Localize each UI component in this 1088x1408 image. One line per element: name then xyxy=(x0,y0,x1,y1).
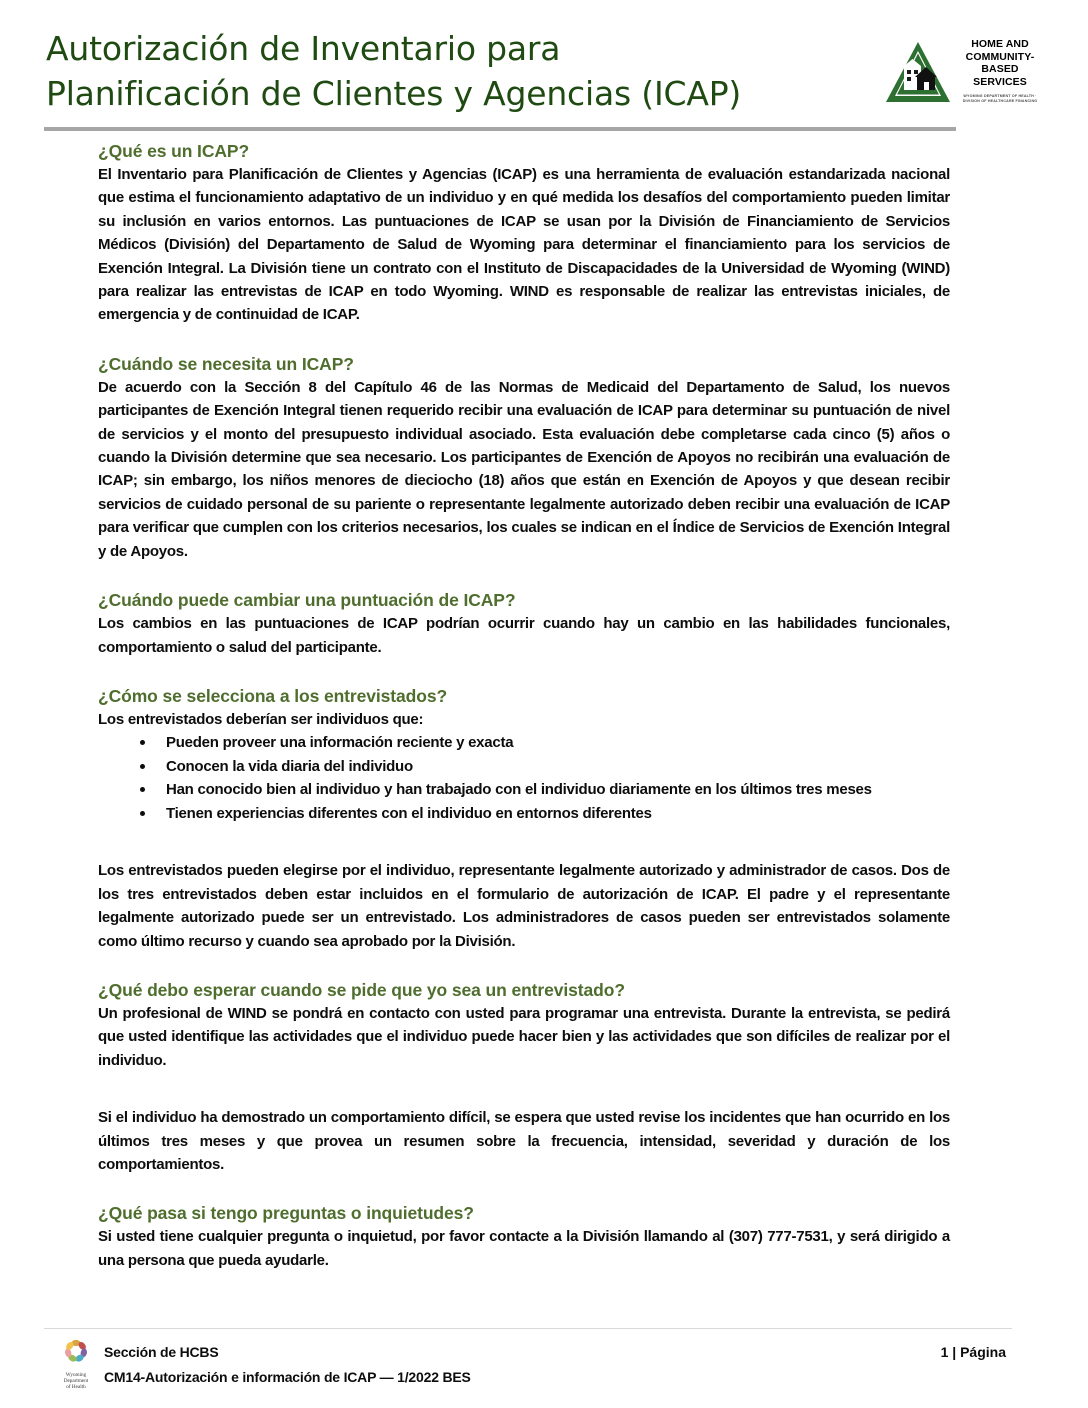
section-heading-como-se-selecciona: ¿Cómo se selecciona a los entrevistados? xyxy=(98,685,448,706)
hcbs-text-line-4: SERVICES xyxy=(973,75,1027,88)
list-item-label: Han conocido bien al individuo y han trabajado con el individuo diariamente en los últimos tres meses xyxy=(166,781,872,799)
footer-document-id: CM14-Autorización e información de ICAP — 1/2022 BES xyxy=(104,1369,471,1385)
header-divider xyxy=(44,127,956,131)
document-title-line-2: Planificación de Clientes y Agencias (ICAP) xyxy=(46,74,742,113)
document-footer xyxy=(0,1328,1088,1408)
bullet-dot-icon xyxy=(140,811,145,816)
spacer xyxy=(98,563,950,589)
interviewee-criteria-list xyxy=(98,731,950,825)
section-heading-que-es-un-icap: ¿Qué es un ICAP? xyxy=(98,141,250,161)
hcbs-logo xyxy=(884,36,1044,120)
document-header xyxy=(0,0,1088,136)
footer-divider xyxy=(44,1328,1012,1329)
spacer xyxy=(98,659,950,685)
list-item xyxy=(98,755,950,779)
section-paragraph: De acuerdo con la Sección 8 del Capítulo 46 de las Normas de Medicaid del Departamento de Salud, los nuevos participantes de Exención Integral tienen requerido recibir una evaluación de ICAP para determinar su puntuación de nivel de servicios y el monto del presupuesto individual asociado. Esta evaluación debe completarse cada cinco (5) años o cuando la División determine que sea necesario. Los participantes de Exención de Apoyos no recibirán una evaluación de ICAP; sin embargo, los niños menores de dieciocho (18) años que están en Exención de Apoyos y que desean recibir servicios de cuidado personal de su pariente o representante legalmente autorizado deben recibir una evaluación de ICAP para verificar que cumplen con los criterios necesarios, los cuales se indican en el Índice de Servicios de Exención Integral y de Apoyos. xyxy=(98,378,950,560)
bullet-dot-icon xyxy=(140,740,145,745)
document-body xyxy=(98,140,950,1272)
section-intro-text: Los entrevistados deberían ser individuos que: xyxy=(98,710,424,728)
hcbs-text-line-1: HOME AND xyxy=(971,38,1029,50)
hcbs-logo-text xyxy=(956,38,1044,104)
document-title-line-1: Autorización de Inventario para xyxy=(46,29,561,68)
section-paragraph: El Inventario para Planificación de Clientes y Agencias (ICAP) es una herramienta de evaluación estandarizada nacional que estima el funcionamiento adaptativo de un individuo y en qué medida los desafíos del comportamiento pueden limitar su inclusión en varios entornos. Las puntuaciones de ICAP se usan por la División de Financiamiento de Servicios Médicos (División) del Departamento de Salud de Wyoming para determinar el financiamiento para los servicios de Exención Integral. La División tiene un contrato con el Instituto de Discapacidades de la Universidad de Wyoming (WIND) para realizar las entrevistas de ICAP en todo Wyoming. WIND es responsable de realizar las entrevistas iniciales, de emergencia y de continuidad de ICAP. xyxy=(98,166,950,324)
wdh-logo-line-2: Department xyxy=(63,1378,89,1385)
spacer xyxy=(98,327,950,353)
section-heading-cuando-puede-cambiar: ¿Cuándo puede cambiar una puntuación de ICAP? xyxy=(98,590,516,611)
section-heading-cuando-se-necesita: ¿Cuándo se necesita un ICAP? xyxy=(98,353,354,374)
footer-section-name: Sección de HCBS xyxy=(104,1344,219,1360)
section-paragraph: Un profesional de WIND se pondrá en contacto con usted para programar una entrevista. Durante la entrevista, se pedirá que usted identifique las actividades que el individuo puede hacer bien y las actividades que son difíciles de realizar por el individuo. xyxy=(98,1004,950,1069)
list-item-label: Tienen experiencias diferentes con el individuo en entornos diferentes xyxy=(166,804,652,822)
wdh-logo-line-3: of Health xyxy=(66,1384,86,1391)
list-item xyxy=(98,778,950,802)
spacer xyxy=(98,953,950,979)
hcbs-text-line-2: COMMUNITY- xyxy=(965,50,1035,63)
section-paragraph: Los cambios en las puntuaciones de ICAP podrían ocurrir cuando hay un cambio en las habilidades funcionales, comportamiento o salud del participante. xyxy=(98,615,950,656)
spacer xyxy=(98,1176,950,1202)
wdh-logo-line-1: Wyoming xyxy=(65,1372,87,1378)
pinwheel-icon xyxy=(61,1338,91,1366)
wyoming-department-of-health-logo xyxy=(54,1338,98,1391)
list-item xyxy=(98,731,950,755)
bullet-dot-icon xyxy=(140,764,145,769)
document-title xyxy=(46,26,906,116)
list-item-label: Pueden proveer una información reciente y exacta xyxy=(166,734,514,752)
spacer xyxy=(98,1072,950,1106)
section-paragraph: Si usted tiene cualquier pregunta o inquietud, por favor contacte a la División llamando al (307) 777-7531, y será dirigido a una persona que pueda ayudarle. xyxy=(98,1228,950,1269)
footer-document-info xyxy=(104,1340,804,1390)
bullet-dot-icon xyxy=(140,787,145,792)
page-number: 1 | Página xyxy=(940,1344,1006,1360)
spacer xyxy=(98,825,950,859)
section-paragraph: Si el individuo ha demostrado un comportamiento difícil, se espera que usted revise los incidentes que han ocurrido en los últimos tres meses y que provea un resumen sobre la frecuencia, intensidad, severidad y duración de los comportamientos. xyxy=(98,1109,950,1173)
list-item xyxy=(98,802,950,826)
wdh-logo-text xyxy=(54,1372,98,1391)
hcbs-triangle-house-icon xyxy=(884,40,952,106)
section-heading-que-debo-esperar: ¿Qué debo esperar cuando se pide que yo sea un entrevistado? xyxy=(98,979,625,1000)
section-paragraph: Los entrevistados pueden elegirse por el individuo, representante legalmente autorizado y administrador de casos. Dos de los tres entrevistados deben estar incluidos en el formulario de autorización de ICAP. El padre y el representante legalmente autorizado puede ser un entrevistado. Los administradores de casos pueden ser entrevistados solamente como último recurso y cuando sea aprobado por la División. xyxy=(98,862,950,950)
list-item-label: Conocen la vida diaria del individuo xyxy=(166,757,413,775)
section-heading-que-pasa-si-tengo-preguntas: ¿Qué pasa si tengo preguntas o inquietudes? xyxy=(98,1203,474,1224)
hcbs-logo-subtitle: WYOMING DEPARTMENT OF HEALTH · DIVISION OF HEALTHCARE FINANCING xyxy=(962,94,1038,103)
hcbs-text-line-3: BASED xyxy=(981,63,1019,75)
